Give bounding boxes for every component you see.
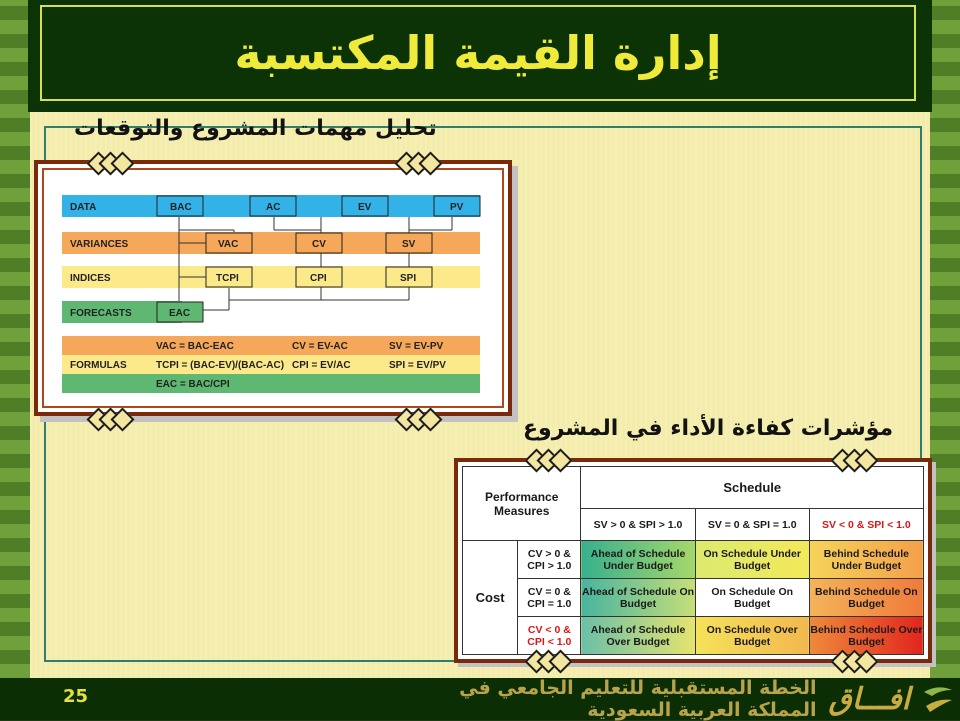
cell-on-over: On Schedule Over Budget bbox=[695, 617, 809, 655]
col-header-on: SV = 0 & SPI = 1.0 bbox=[695, 509, 809, 541]
cell-behind-on: Behind Schedule On Budget bbox=[809, 579, 923, 617]
diagram-connectors bbox=[179, 217, 452, 310]
diamond-ornament-icon bbox=[832, 449, 886, 471]
box-pv-label: PV bbox=[450, 202, 464, 213]
row-variances-label: VARIANCES bbox=[70, 239, 129, 250]
title-box bbox=[40, 5, 916, 101]
afaq-emblem-icon bbox=[922, 684, 954, 714]
row-formulas-label: FORMULAS bbox=[70, 360, 127, 371]
footer-bar bbox=[0, 678, 960, 720]
evm-diagram-inner-border bbox=[42, 168, 504, 408]
row-header-over: CV < 0 & CPI < 1.0 bbox=[518, 617, 581, 655]
slide-title: إدارة القيمة المكتسبة bbox=[234, 26, 722, 80]
formula-cv: CV = EV-AC bbox=[292, 341, 348, 352]
box-ev-label: EV bbox=[358, 202, 372, 213]
row-header-under: CV > 0 & CPI > 1.0 bbox=[518, 541, 581, 579]
cell-behind-over: Behind Schedule Over Budget bbox=[809, 617, 923, 655]
heading-task-analysis: تحليل مهمات المشروع والتوقعات bbox=[74, 116, 437, 141]
cell-on-on: On Schedule On Budget bbox=[695, 579, 809, 617]
diamond-ornament-icon bbox=[832, 650, 886, 672]
col-header-behind: SV < 0 & SPI < 1.0 bbox=[809, 509, 923, 541]
row-indices-label: INDICES bbox=[70, 273, 111, 284]
table-corner-header: Performance Measures bbox=[463, 467, 581, 541]
afaq-brand: افـــاق bbox=[828, 681, 910, 717]
performance-measures-table bbox=[462, 466, 924, 655]
title-bar bbox=[28, 0, 932, 112]
box-tcpi-label: TCPI bbox=[216, 273, 239, 284]
formula-cpi: CPI = EV/AC bbox=[292, 360, 351, 371]
row-group-cost: Cost bbox=[463, 541, 518, 655]
cell-ahead-under: Ahead of Schedule Under Budget bbox=[581, 541, 695, 579]
row-header-on: CV = 0 & CPI = 1.0 bbox=[518, 579, 581, 617]
box-vac-label: VAC bbox=[218, 239, 239, 250]
formula-sv: SV = EV-PV bbox=[389, 341, 444, 352]
formula-band-green bbox=[62, 374, 480, 393]
diamond-ornament-icon bbox=[396, 152, 450, 174]
formula-tcpi: TCPI = (BAC-EV)/(BAC-AC) bbox=[156, 360, 285, 371]
evm-diagram bbox=[44, 170, 502, 406]
afaq-logo bbox=[450, 677, 910, 721]
diamond-ornament-icon bbox=[526, 449, 580, 471]
formula-vac: VAC = BAC-EAC bbox=[156, 341, 234, 352]
box-bac-label: BAC bbox=[170, 202, 192, 213]
afaq-subtitle: الخطة المستقبلية للتعليم الجامعي في المملكة العربية السعودية bbox=[459, 677, 817, 721]
page-number: 25 bbox=[63, 686, 89, 707]
diamond-ornament-icon bbox=[396, 408, 450, 430]
cell-on-under: On Schedule Under Budget bbox=[695, 541, 809, 579]
diamond-ornament-icon bbox=[88, 152, 142, 174]
box-ac-label: AC bbox=[266, 202, 281, 213]
heading-performance-indicators: مؤشرات كفاءة الأداء في المشروع bbox=[523, 416, 894, 441]
evm-diagram-panel bbox=[34, 160, 512, 416]
diamond-ornament-icon bbox=[526, 650, 580, 672]
col-header-ahead: SV > 0 & SPI > 1.0 bbox=[581, 509, 695, 541]
box-spi-label: SPI bbox=[400, 273, 417, 284]
table-schedule-header: Schedule bbox=[581, 467, 924, 509]
right-decorative-border bbox=[928, 0, 960, 678]
cell-ahead-on: Ahead of Schedule On Budget bbox=[581, 579, 695, 617]
row-forecasts-label: FORECASTS bbox=[70, 308, 132, 319]
diamond-ornament-icon bbox=[88, 408, 142, 430]
performance-table-panel bbox=[454, 458, 932, 663]
cell-behind-under: Behind Schedule Under Budget bbox=[809, 541, 923, 579]
box-cpi-label: CPI bbox=[310, 273, 327, 284]
box-eac-label: EAC bbox=[169, 308, 191, 319]
box-cv-label: CV bbox=[312, 239, 326, 250]
formula-spi: SPI = EV/PV bbox=[389, 360, 446, 371]
box-sv-label: SV bbox=[402, 239, 416, 250]
formula-eac: EAC = BAC/CPI bbox=[156, 379, 230, 390]
row-data-label: DATA bbox=[70, 202, 97, 213]
cell-ahead-over: Ahead of Schedule Over Budget bbox=[581, 617, 695, 655]
